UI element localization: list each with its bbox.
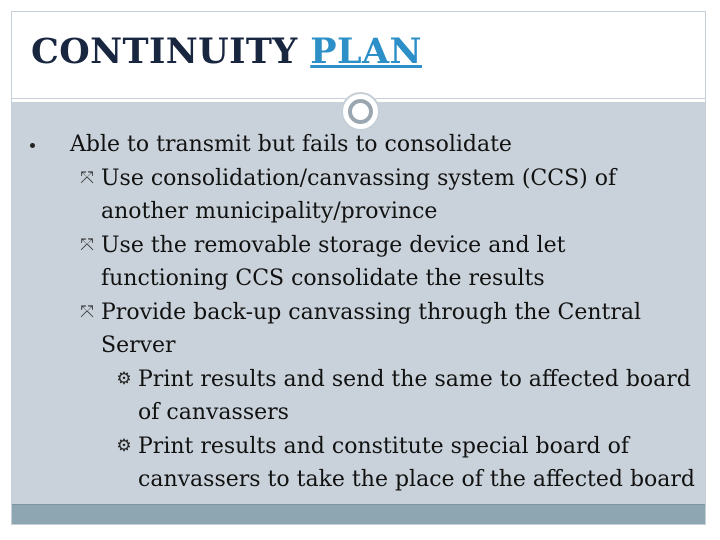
bullet-line-level-1: [22, 128, 698, 162]
bullet-line-level-2: [22, 296, 698, 330]
slide-content: [22, 128, 698, 497]
bullet-text: Use the removable storage device and let: [101, 232, 566, 258]
slide-title-main: CONTINUITY: [31, 31, 298, 72]
bullet-line-continuation: [22, 396, 698, 430]
circle-divider-inner-icon: [348, 99, 373, 124]
gear-bullet-icon: ⚙: [116, 435, 132, 456]
bullet-text: Use consolidation/canvassing system (CCS) of: [101, 165, 617, 191]
bullet-text: another municipality/province: [101, 199, 438, 224]
bullet-line-continuation: [22, 195, 698, 229]
dot-bullet-icon: [30, 143, 35, 148]
bullet-line-level-3: [22, 430, 698, 464]
bullet-line-continuation: [22, 262, 698, 296]
bullet-text: Print results and constitute special board of: [138, 433, 629, 459]
gear-bullet-icon: ⚙: [116, 368, 132, 389]
bullet-line-level-3: [22, 363, 698, 397]
bullet-line-level-2: [22, 162, 698, 196]
circle-divider-icon: [341, 92, 380, 131]
bullet-text: Able to transmit but fails to consolidate: [70, 132, 512, 157]
bullet-text: functioning CCS consolidate the results: [101, 266, 545, 291]
x-bullet-icon: ⤧: [80, 301, 94, 322]
slide-title: [31, 31, 422, 72]
bullet-text: Server: [101, 333, 176, 358]
bullet-line-continuation: [22, 329, 698, 363]
x-bullet-icon: ⤧: [80, 167, 94, 188]
bullet-text: of canvassers: [138, 400, 289, 425]
title-area: [12, 12, 705, 99]
bullet-text: Print results and send the same to affected board: [138, 366, 691, 392]
bottom-accent-bar: [12, 504, 705, 524]
bullet-text: Provide back-up canvassing through the Central: [101, 299, 642, 325]
bullet-line-continuation: [22, 463, 698, 497]
slide: [11, 11, 706, 525]
slide-title-accent: PLAN: [310, 31, 422, 72]
x-bullet-icon: ⤧: [80, 234, 94, 255]
bullet-text: canvassers to take the place of the affected board: [138, 467, 695, 492]
bullet-line-level-2: [22, 229, 698, 263]
